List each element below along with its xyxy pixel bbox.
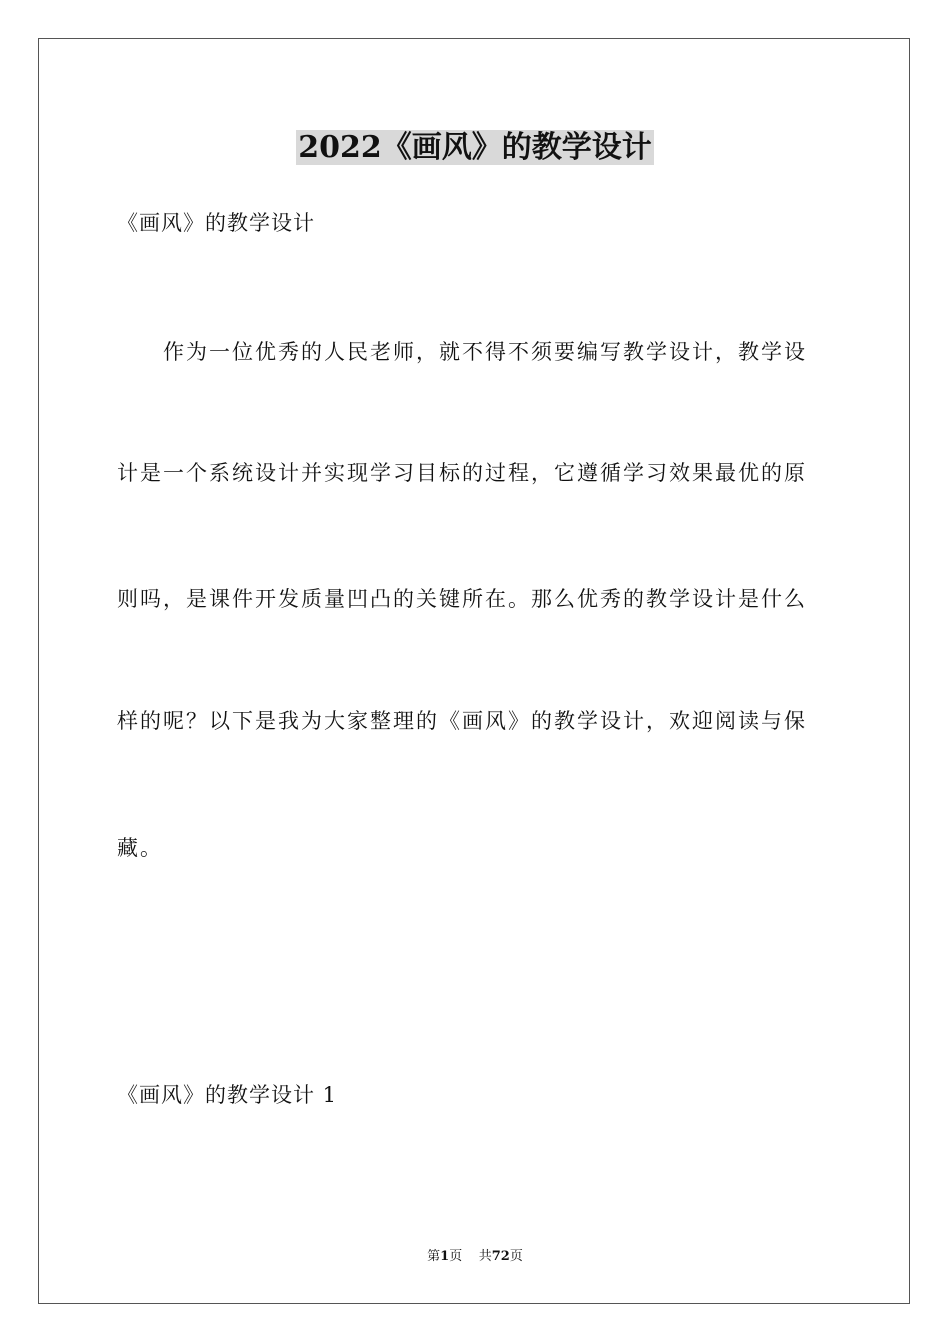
paragraph-line-2: 计是一个系统设计并实现学习目标的过程，它遵循学习效果最优的原: [117, 461, 807, 485]
paragraph-line-1: 作为一位优秀的人民老师，就不得不须要编写教学设计，教学设: [163, 340, 807, 364]
footer-total-suffix: 页: [509, 1249, 523, 1264]
page-footer: [0, 1248, 950, 1266]
document-title: [0, 126, 950, 170]
paragraph-line-5: 藏。: [117, 836, 163, 860]
footer-page-prefix: 第: [427, 1249, 441, 1264]
footer-page-suffix: 页: [449, 1249, 463, 1264]
section-heading: 《画风》的教学设计 1: [117, 1083, 338, 1107]
footer-page-number: 1: [440, 1249, 450, 1264]
paragraph-line-4: 样的呢？以下是我为大家整理的《画风》的教学设计，欢迎阅读与保: [117, 709, 807, 733]
document-title-text: 2022《画风》的教学设计: [298, 130, 652, 165]
document-subtitle: 《画风》的教学设计: [117, 211, 315, 235]
paragraph-line-3: 则吗，是课件开发质量凹凸的关键所在。那么优秀的教学设计是什么: [117, 587, 807, 611]
footer-total-prefix: 共: [478, 1249, 492, 1264]
footer-total-pages: 72: [491, 1249, 510, 1264]
